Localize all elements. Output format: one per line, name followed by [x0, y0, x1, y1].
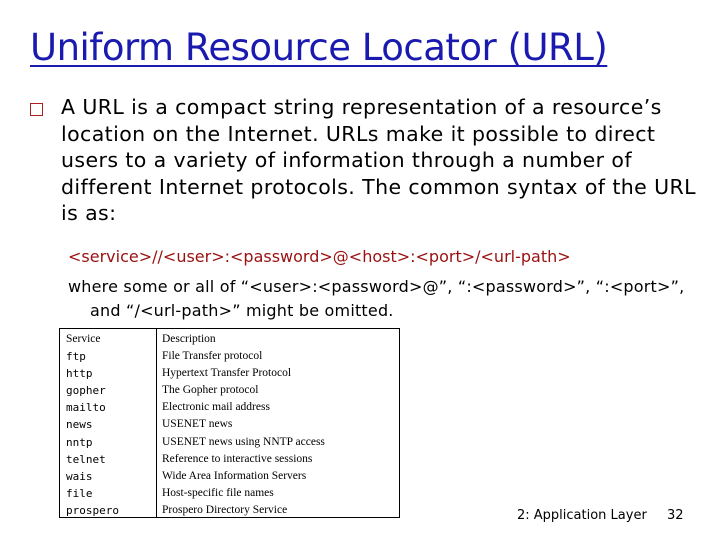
description-cell: USENET news using NNTP access [162, 435, 325, 448]
slide-title: Uniform Resource Locator (URL) [30, 26, 608, 69]
description-cell: Hypertext Transfer Protocol [162, 367, 292, 380]
syntax-note-line-1: where some or all of “<user>:<password>@”, “:<password>”, “:<port>”, [68, 277, 685, 296]
description-cell: Prospero Directory Service [162, 503, 288, 516]
url-syntax: <service>//<user>:<password>@<host>:<port>/<url-path> [68, 247, 571, 266]
page-number: 32 [667, 508, 684, 523]
service-cell: wais [66, 469, 93, 483]
service-cell: gopher [66, 384, 106, 398]
footer-chapter-label: 2: Application Layer [517, 508, 647, 523]
square-bullet-icon [30, 103, 43, 116]
service-header: Service [66, 333, 101, 345]
description-cell: The Gopher protocol [162, 384, 259, 397]
url-services-table [59, 328, 400, 518]
description-cell: Wide Area Information Servers [162, 469, 307, 482]
description-header: Description [162, 333, 216, 345]
service-cell: prospero [66, 503, 119, 517]
service-column [66, 331, 119, 519]
syntax-note [68, 275, 704, 323]
service-cell: ftp [66, 350, 86, 364]
description-cell: Reference to interactive sessions [162, 452, 313, 465]
service-cell: mailto [66, 401, 106, 415]
syntax-note-line-2: and “/<url-path>” might be omitted. [90, 301, 394, 320]
description-cell: USENET news [162, 418, 233, 431]
table-column-divider [156, 329, 157, 517]
description-cell: Host-specific file names [162, 486, 274, 499]
service-cell: file [66, 486, 93, 500]
service-cell: news [66, 418, 93, 432]
service-cell: http [66, 367, 93, 381]
service-cell: telnet [66, 452, 106, 466]
bullet-paragraph [30, 94, 702, 227]
service-cell: nntp [66, 435, 93, 449]
description-column [162, 331, 325, 519]
bullet-text: A URL is a compact string representation of a resource’s location on the Internet. URLs make it possible to direct users to a variety of information through a number of different Internet protocols. The common syntax of the URL is as: [61, 95, 696, 225]
description-cell: File Transfer protocol [162, 350, 263, 363]
description-cell: Electronic mail address [162, 401, 270, 414]
